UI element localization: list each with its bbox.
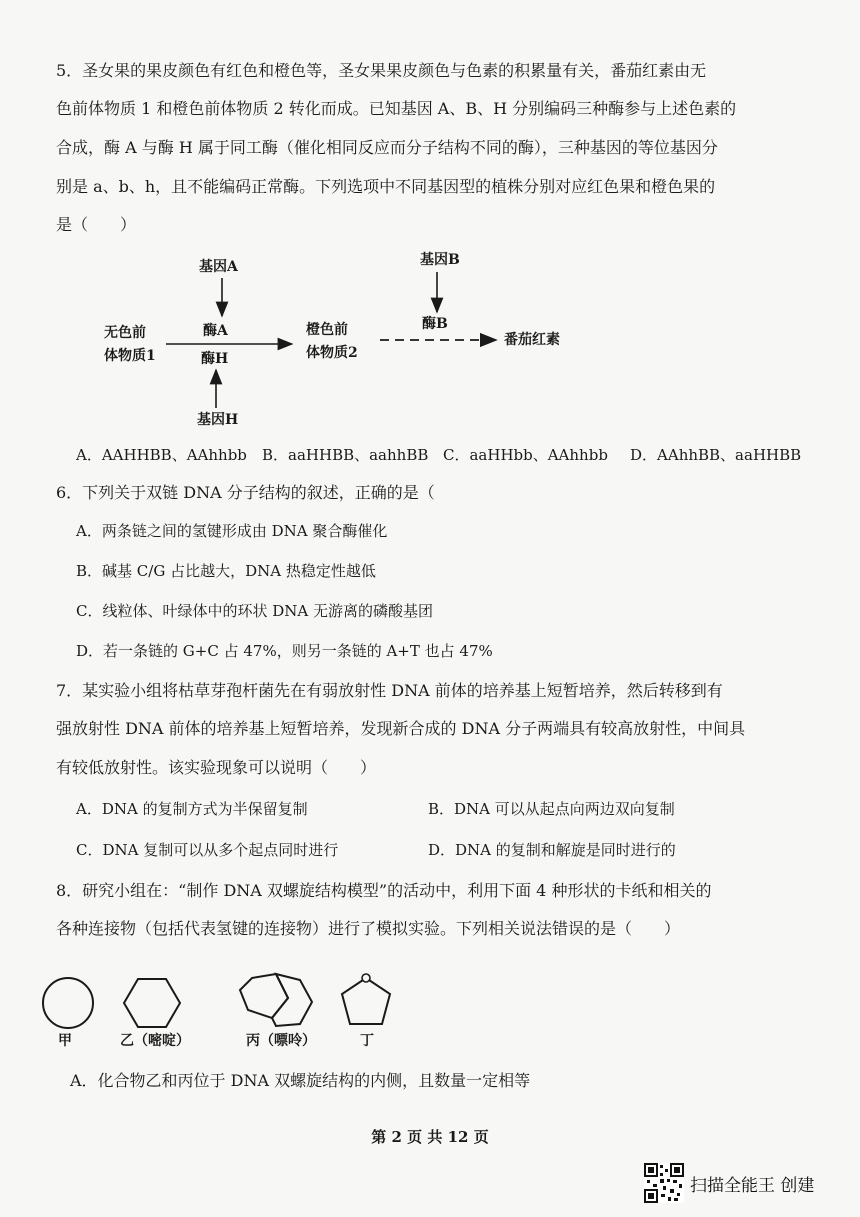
- q6-option-d: D．若一条链的 G+C 占 47%，则另一条链的 A+T 也占 47%: [76, 642, 493, 660]
- q7-option-a: A．DNA 的复制方式为半保留复制: [76, 800, 308, 818]
- shape-circle: [43, 978, 93, 1028]
- q7-line-2: 强放射性 DNA 前体的培养基上短暂培养，发现新合成的 DNA 分子两端具有较高放射性，中间具: [56, 719, 746, 738]
- shape-pentagon: [342, 978, 390, 1024]
- gene-b-label: 基因B: [420, 252, 460, 268]
- q6-stem: 6．下列关于双链 DNA 分子结构的叙述，正确的是（: [56, 483, 435, 502]
- enzyme-b-label: 酶B: [422, 316, 448, 332]
- q5-line-1: 5．圣女果的果皮颜色有红色和橙色等，圣女果果皮颜色与色素的积累量有关，番茄红素由无: [56, 61, 707, 80]
- shape-label-jia: 甲: [58, 1033, 72, 1049]
- q6-option-c: C．线粒体、叶绿体中的环状 DNA 无游离的磷酸基团: [76, 602, 433, 620]
- q5-option-d: D．AAhhBB、aaHHBB: [630, 446, 802, 464]
- q7-line-3: 有较低放射性。该实验现象可以说明（ ）: [56, 758, 377, 777]
- substrate-2-line-2: 体物质2: [306, 345, 358, 361]
- shape-pentagon-oxygen: [362, 974, 370, 982]
- q7-line-1: 7．某实验小组将枯草芽孢杆菌先在有弱放射性 DNA 前体的培养基上短暂培养，然后转移到有: [56, 681, 723, 700]
- substrate-1-line-1: 无色前: [104, 325, 146, 341]
- q8-line-1: 8．研究小组在：“制作 DNA 双螺旋结构模型”的活动中，利用下面 4 种形状的卡纸和相关的: [56, 881, 712, 900]
- q8-option-a: A．化合物乙和丙位于 DNA 双螺旋结构的内侧，且数量一定相等: [70, 1071, 531, 1090]
- substrate-2-line-1: 橙色前: [306, 322, 348, 338]
- gene-h-label: 基因H: [197, 412, 239, 428]
- shape-label-ding: 丁: [360, 1033, 374, 1049]
- scanner-watermark: [644, 1163, 814, 1203]
- enzyme-h-label: 酶H: [201, 351, 229, 367]
- product-label: 番茄红素: [504, 332, 560, 348]
- enzyme-a-label: 酶A: [203, 323, 228, 339]
- q5-line-3: 合成，酶 A 与酶 H 属于同工酶（催化相同反应而分子结构不同的酶），三种基因的等位基因分: [56, 138, 718, 157]
- q5-line-5: 是（ ）: [56, 215, 137, 234]
- shape-pentagon-fused: [240, 974, 288, 1018]
- q5-option-c: C．aaHHbb、AAhhbb: [443, 446, 608, 464]
- q5-line-4: 别是 a、b、h，且不能编码正常酶。下列选项中不同基因型的植株分别对应红色果和橙色果的: [56, 177, 716, 196]
- q7-option-d: D．DNA 的复制和解旋是同时进行的: [428, 841, 676, 859]
- scanner-brand-text: 扫描全能王 创建: [690, 1175, 815, 1196]
- q5-option-a: A．AAHHBB、AAhhbb: [76, 446, 247, 464]
- q5-line-2: 色前体物质 1 和橙色前体物质 2 转化而成。已知基因 A、B、H 分别编码三种酶参与上述色素的: [56, 99, 737, 118]
- gene-a-label: 基因A: [199, 259, 238, 275]
- q7-option-c: C．DNA 复制可以从多个起点同时进行: [76, 841, 339, 859]
- q6-option-a: A．两条链之间的氢键形成由 DNA 聚合酶催化: [76, 522, 388, 540]
- substrate-1-line-2: 体物质1: [104, 348, 156, 364]
- qr-code-icon: [644, 1163, 684, 1203]
- q5-option-b: B．aaHHBB、aahhBB: [262, 446, 429, 464]
- shape-label-yi: 乙（嘧啶）: [120, 1033, 190, 1049]
- shape-hexagon: [124, 979, 180, 1027]
- page-number: 第 2 页 共 12 页: [371, 1128, 489, 1146]
- q7-option-b: B．DNA 可以从起点向两边双向复制: [428, 800, 675, 818]
- q8-line-2: 各种连接物（包括代表氢键的连接物）进行了模拟实验。下列相关说法错误的是（ ）: [56, 919, 681, 938]
- shape-label-bing: 丙（嘌呤）: [246, 1033, 316, 1049]
- shape-hexagon-fused: [272, 974, 312, 1026]
- q6-option-b: B．碱基 C/G 占比越大，DNA 热稳定性越低: [76, 562, 376, 580]
